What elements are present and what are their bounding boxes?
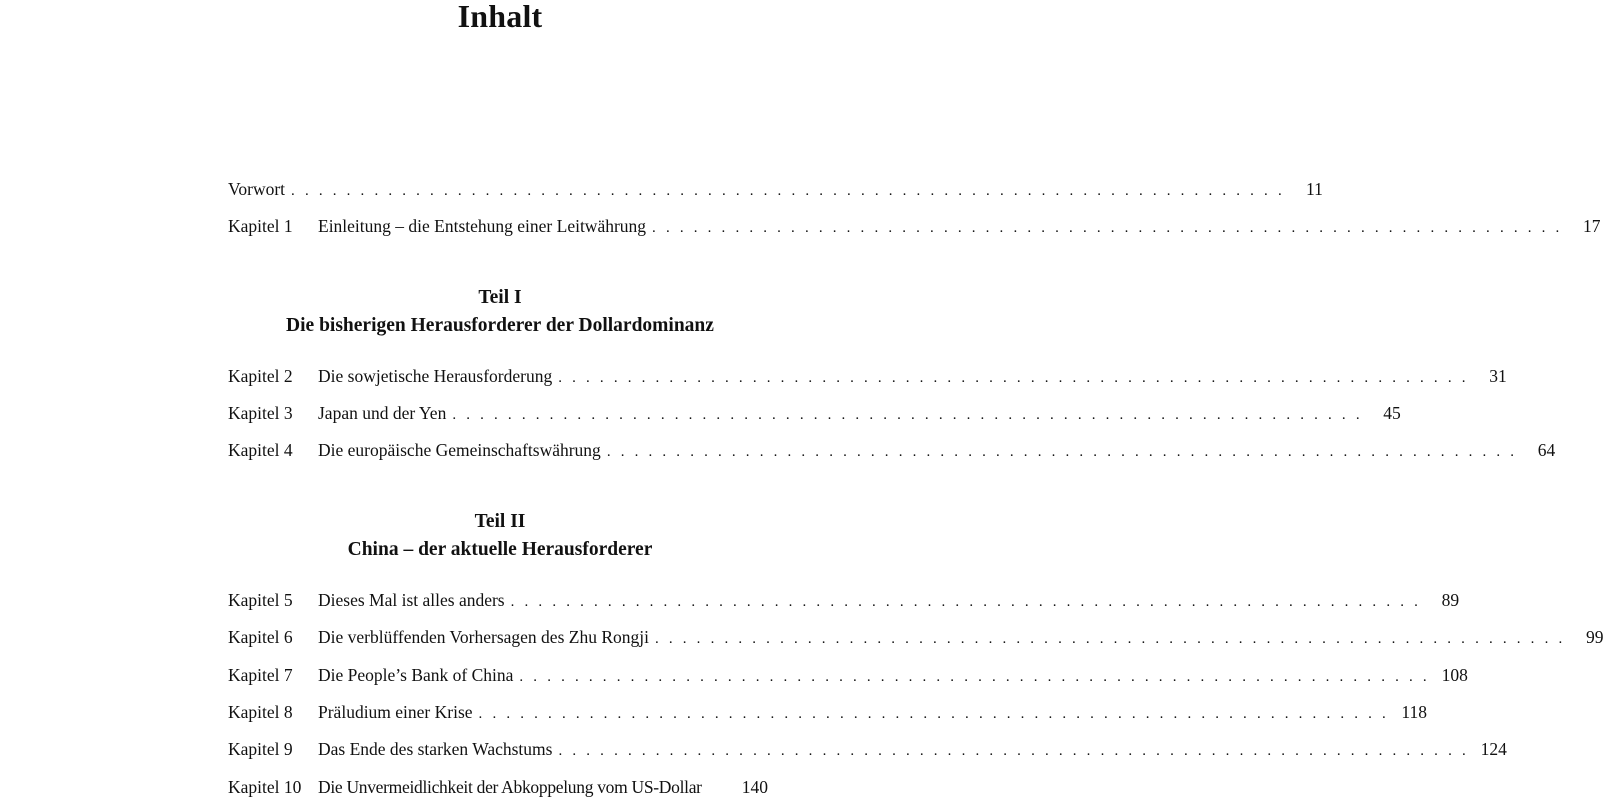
entry-page: 118 (1401, 702, 1427, 722)
dot-leader: . . . . . . . . . . . . . . . . . . . . . . . . . . . . . . . . . . . . . . . . . . . . . . . . . . . . . . . . . . . . . . . . . . (558, 743, 1469, 759)
dot-leader: . . . . . . . . . . . . . . . . . . . . . . . . . . . . . . . . . . . . . . . . . . . . . . . . . . . . . . . . . . . . . . . . . . (510, 594, 1422, 610)
entry-page: 31 (1489, 366, 1507, 386)
entry-page: 17 (1583, 216, 1601, 236)
entry-chapter: Kapitel 7 (228, 665, 293, 685)
dot-leader: . . . . . . . . . . . . . . . . . . . . . . . . . . . . . . . . . . . . . . . . . . . . . . . . . . . . . . . . . . . . . . . . . . (519, 669, 1430, 685)
entry-chapter: Kapitel 4 (228, 440, 293, 460)
toc-entry-kapitel-5[interactable] (228, 588, 1460, 612)
entry-title: Die Unvermeidlichkeit der Abkoppelung vom US-Dollar (318, 777, 702, 797)
part-label: Teil I (478, 287, 522, 308)
entry-title: Dieses Mal ist alles anders (318, 590, 505, 610)
entry-title: Einleitung – die Entstehung einer Leitwährung (318, 216, 647, 236)
entry-title: Die sowjetische Herausforderung (318, 366, 553, 386)
page-title: Inhalt (457, 0, 543, 34)
entry-chapter: Kapitel 3 (228, 403, 293, 423)
toc-entry-kapitel-4[interactable] (228, 438, 1556, 462)
entry-chapter: Kapitel 1 (228, 216, 293, 236)
dot-leader: . . . . . . . . . . . . . . . . . . . . . . . . . . . . . . . . . . . . . . . . . . . . . . . . . . . . . . . . . . . . . . . . . . (652, 220, 1563, 236)
dot-leader: . . . . . . . . . . . . . . . . . . . . . . . . . . . . . . . . . . . . . . . . . . . . . . . . . . . . . . . . . . . . . . . . . . (606, 444, 1518, 460)
toc-entry-kapitel-9[interactable] (228, 737, 1507, 761)
entry-chapter: Kapitel 2 (228, 366, 293, 386)
dot-leader: . . . . . . . . . . . . . . . . . . . . . . . . . . . . . . . . . . . . . . . . . . . . . . . . . . . . . . . . . . . . . . . . . . (558, 370, 1469, 386)
entry-chapter: Kapitel 6 (228, 627, 293, 647)
entry-page: 64 (1537, 440, 1556, 460)
entry-title: Die europäische Gemeinschaftswährung (318, 440, 601, 460)
toc-entry-kapitel-1[interactable] (228, 214, 1601, 238)
entry-title: Die People’s Bank of China (318, 665, 514, 685)
toc-entry-kapitel-6[interactable] (228, 625, 1603, 649)
entry-title: Das Ende des starken Wachstums (318, 739, 553, 759)
entry-title: Japan und der Yen (318, 403, 447, 423)
entry-page: 140 (741, 777, 768, 797)
dot-leader: . . . . . . . . . . . . . . . . . . . . . . . . . . . . . . . . . . . . . . . . . . . . . . . . . . . . . . . . . . . . . . . . . . . . . . . . (291, 183, 1285, 199)
entry-chapter: Vorwort (228, 179, 286, 199)
dot-leader: . . . . . . . . . . . . . . . . . . . . . . . . . . . . . . . . . . . . . . . . . . . . . . . . . . . . . . . . . . . . . . . . . . (654, 631, 1566, 647)
entry-page: 99 (1585, 627, 1603, 647)
entry-page: 108 (1441, 665, 1468, 685)
toc-entry-kapitel-3[interactable] (228, 401, 1401, 425)
toc-entry-kapitel-10[interactable] (228, 775, 768, 799)
toc-entry-vorwort[interactable] (228, 177, 1323, 201)
entry-page: 11 (1306, 179, 1323, 199)
entry-title: Die verblüffenden Vorhersagen des Zhu Rongji (318, 627, 649, 647)
entry-page: 89 (1441, 590, 1460, 610)
entry-title: Präludium einer Krise (318, 702, 473, 722)
toc-entry-kapitel-2[interactable] (228, 364, 1507, 388)
entry-page: 124 (1480, 739, 1507, 759)
part-label: Teil II (474, 511, 526, 532)
part-heading: China – der aktuelle Herausforderer (347, 539, 653, 560)
entry-chapter: Kapitel 5 (228, 590, 293, 610)
entry-chapter: Kapitel 9 (228, 739, 293, 759)
dot-leader: . . . . . . . . . . . . . . . . . . . . . . . . . . . . . . . . . . . . . . . . . . . . . . . . . . . . . . . . . . . . . . . . . . (478, 706, 1389, 722)
toc-entry-kapitel-7[interactable] (228, 663, 1468, 687)
part-heading: Die bisherigen Herausforderer der Dollardominanz (286, 315, 714, 336)
entry-page: 45 (1383, 403, 1401, 423)
dot-leader: . . . . . . . . . . . . . . . . . . . . . . . . . . . . . . . . . . . . . . . . . . . . . . . . . . . . . . . . . . . . . . . . . . (452, 407, 1363, 423)
entry-chapter: Kapitel 8 (228, 702, 293, 722)
entry-chapter: Kapitel 10 (228, 777, 302, 797)
toc-entry-kapitel-8[interactable] (228, 700, 1427, 724)
